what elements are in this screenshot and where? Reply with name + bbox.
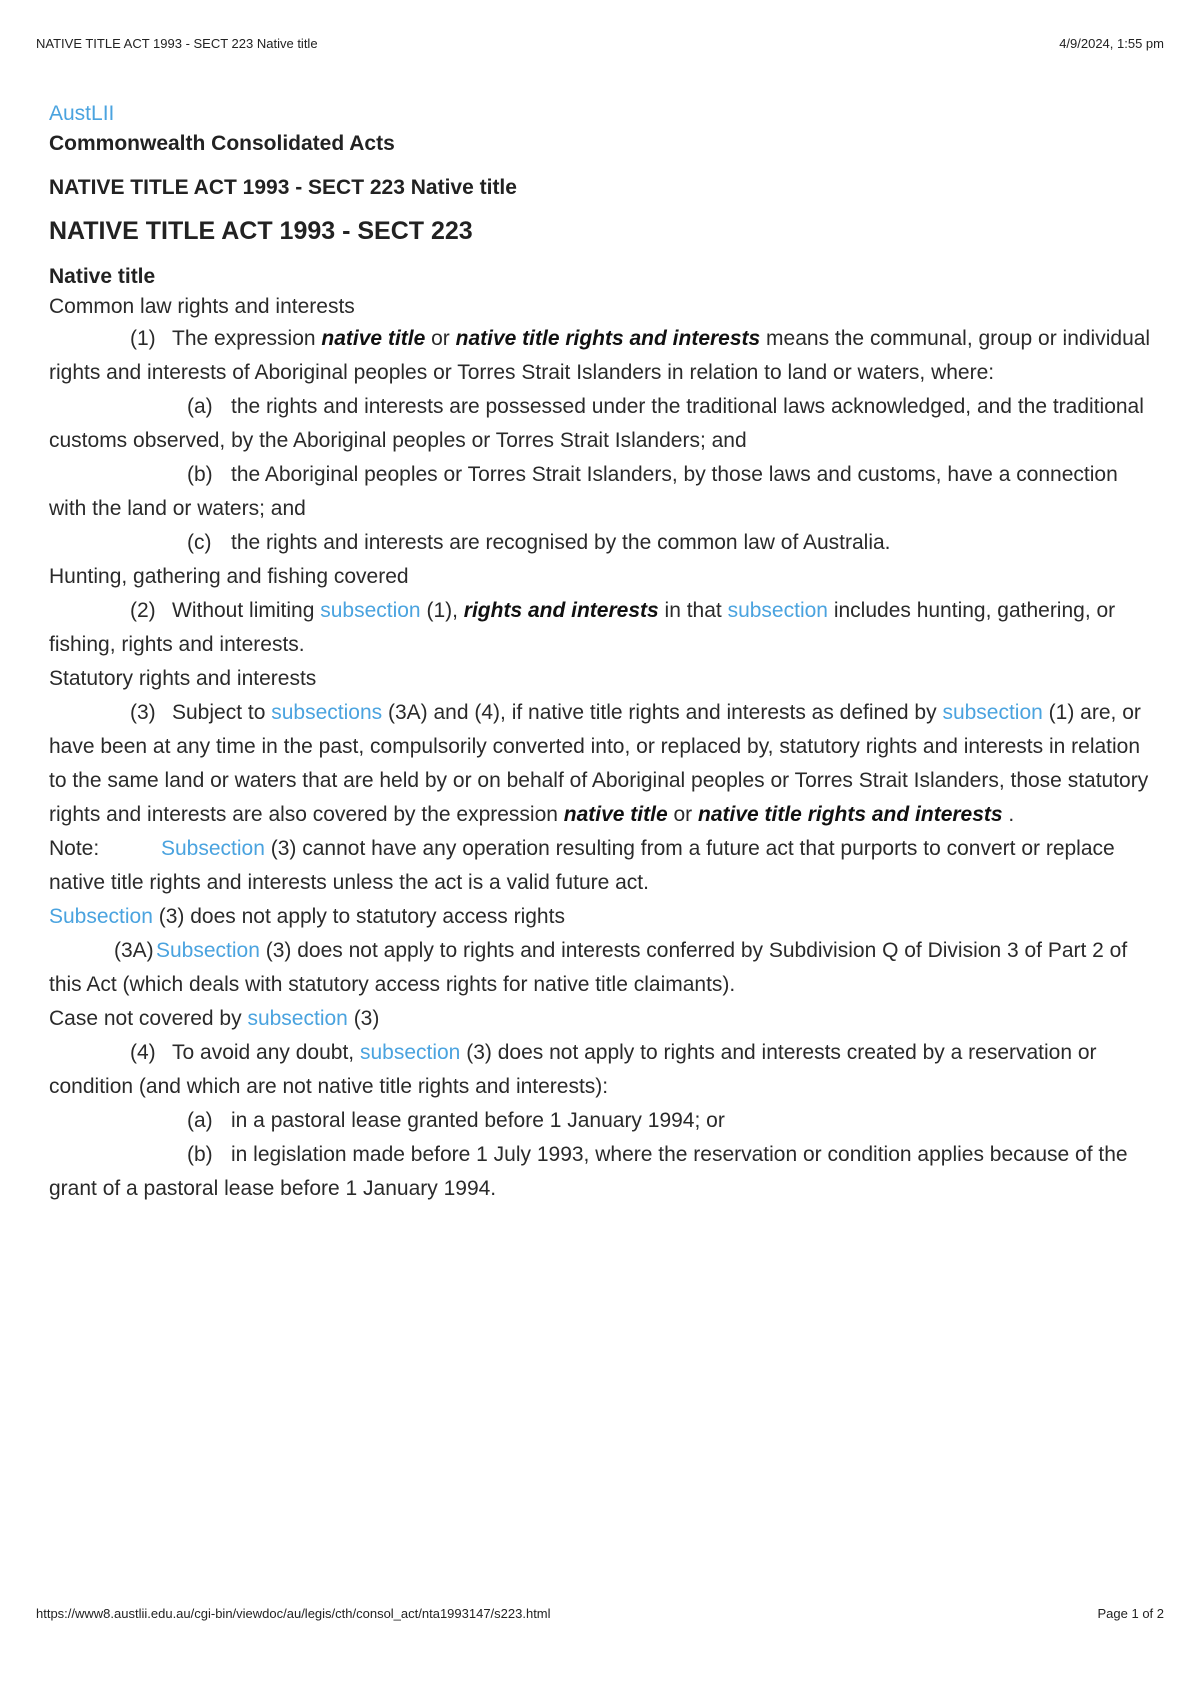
document-body	[49, 100, 1159, 1206]
section-heading: NATIVE TITLE ACT 1993 - SECT 223	[49, 217, 473, 245]
paragraph-number: (c)	[187, 531, 212, 554]
breadcrumb: Commonwealth Consolidated Acts	[49, 132, 395, 155]
text-run: The expression	[172, 327, 322, 350]
text-run: includes hunting, gathering, or fishing, rights and interests.	[49, 599, 1116, 656]
subheading-common-law: Common law rights and interests	[49, 295, 355, 318]
text-run: (3) does not apply to rights and interests created by a reservation or condition (and which are not native title rights and interests):	[49, 1041, 1097, 1098]
text-run: (3A) and (4), if native title rights and interests as defined by	[382, 701, 943, 724]
text-run: (1),	[420, 599, 464, 622]
text-run: in that	[658, 599, 728, 622]
subsection-link[interactable]: subsection	[727, 599, 828, 622]
defined-term: native title rights and interests	[455, 327, 761, 350]
subsection-link[interactable]: subsection	[359, 1041, 461, 1064]
page-title: NATIVE TITLE ACT 1993 - SECT 223 Native title	[49, 176, 517, 199]
text-run: (3)	[347, 1007, 380, 1030]
text-run: Subject to	[172, 701, 272, 724]
text-run: the Aboriginal peoples or Torres Strait Islanders, by those laws and customs, have a connection with the land or waters; and	[49, 463, 1118, 520]
defined-term: native title	[563, 803, 668, 826]
paragraph-3	[49, 696, 1159, 832]
print-footer	[36, 1606, 1164, 1624]
text-run: Case not covered by	[49, 1007, 248, 1030]
paragraph-4a	[49, 1104, 1159, 1138]
text-run: in a pastoral lease granted before 1 January 1994; or	[231, 1109, 725, 1132]
print-footer-page: Page 1 of 2	[1097, 1606, 1164, 1621]
paragraph-4	[49, 1036, 1159, 1104]
paragraph-1	[49, 322, 1159, 390]
text-run: (1) are, or have been at any time in the past, compulsorily converted into, or replaced by, statutory rights and interests in relation to the same land or waters that are held by or on behalf of Aboriginal peoples or Torres Strait Islanders, those statutory rights and interests are also covered by the expression	[49, 701, 1149, 826]
subsection-link[interactable]: subsection	[320, 599, 421, 622]
paragraph-number: (b)	[187, 463, 213, 486]
defined-term: native title rights and interests	[698, 803, 1003, 826]
text-run: Without limiting	[172, 599, 321, 622]
paragraph-4b	[49, 1138, 1159, 1206]
text-run: the rights and interests are possessed under the traditional laws acknowledged, and the traditional customs observed, by the Aboriginal peoples or Torres Strait Islanders; and	[49, 395, 1144, 452]
note	[49, 832, 1159, 900]
text-run: (3) cannot have any operation resulting from a future act that purports to convert or replace native title rights and interests unless the act is a valid future act.	[49, 837, 1115, 894]
paragraph-number: (a)	[187, 395, 213, 418]
austlii-home-link[interactable]: AustLII	[49, 102, 115, 125]
text-run: To avoid any doubt,	[172, 1041, 360, 1064]
paragraph-number: (3A)	[114, 939, 154, 962]
text-run: in legislation made before 1 July 1993, where the reservation or condition applies because of the grant of a pastoral lease before 1 January 1994.	[49, 1143, 1128, 1200]
subheading-statutory: Statutory rights and interests	[49, 667, 317, 690]
paragraph-number: (b)	[187, 1143, 213, 1166]
paragraph-3a	[49, 934, 1159, 1002]
text-run: or	[667, 803, 698, 826]
text-run: (3) does not apply to statutory access rights	[152, 905, 565, 928]
subheading-hunting: Hunting, gathering and fishing covered	[49, 565, 409, 588]
subsection-link[interactable]: subsection	[942, 701, 1043, 724]
subheading-case-not-covered	[49, 1002, 1159, 1036]
print-footer-url: https://www8.austlii.edu.au/cgi-bin/viewdoc/au/legis/cth/consol_act/nta1993147/s223.html	[36, 1606, 551, 1621]
paragraph-1c	[49, 526, 1159, 560]
subsection-link[interactable]: subsection	[247, 1007, 348, 1030]
paragraph-2	[49, 594, 1159, 662]
paragraph-number: (1)	[130, 327, 156, 350]
paragraph-number: (4)	[130, 1041, 156, 1064]
section-name: Native title	[49, 265, 156, 288]
print-header-datetime: 4/9/2024, 1:55 pm	[1059, 36, 1164, 51]
paragraph-1b	[49, 458, 1159, 526]
print-header-title: NATIVE TITLE ACT 1993 - SECT 223 Native title	[36, 36, 318, 51]
text-run: or	[425, 327, 456, 350]
defined-term: rights and interests	[463, 599, 659, 622]
paragraph-number: (2)	[130, 599, 156, 622]
text-run: .	[1002, 803, 1015, 826]
print-header	[36, 36, 1164, 54]
subheading-statutory-access	[49, 900, 1159, 934]
text-run: means the communal, group or individual rights and interests of Aboriginal peoples or Torres Strait Islanders in relation to land or waters, where:	[49, 327, 1151, 384]
paragraph-number: (3)	[130, 701, 156, 724]
paragraph-1a	[49, 390, 1159, 458]
text-run: the rights and interests are recognised by the common law of Australia.	[231, 531, 891, 554]
note-label: Note:	[49, 837, 100, 860]
paragraph-number: (a)	[187, 1109, 213, 1132]
text-run: (3) does not apply to rights and interests conferred by Subdivision Q of Division 3 of Part 2 of this Act (which deals with statutory access rights for native title claimants).	[49, 939, 1128, 996]
subsection-link[interactable]: Subsection	[161, 837, 265, 860]
subsection-link[interactable]: Subsection	[49, 905, 153, 928]
subsection-link[interactable]: Subsection	[156, 939, 260, 962]
subsections-link[interactable]: subsections	[271, 701, 383, 724]
defined-term: native title	[321, 327, 426, 350]
